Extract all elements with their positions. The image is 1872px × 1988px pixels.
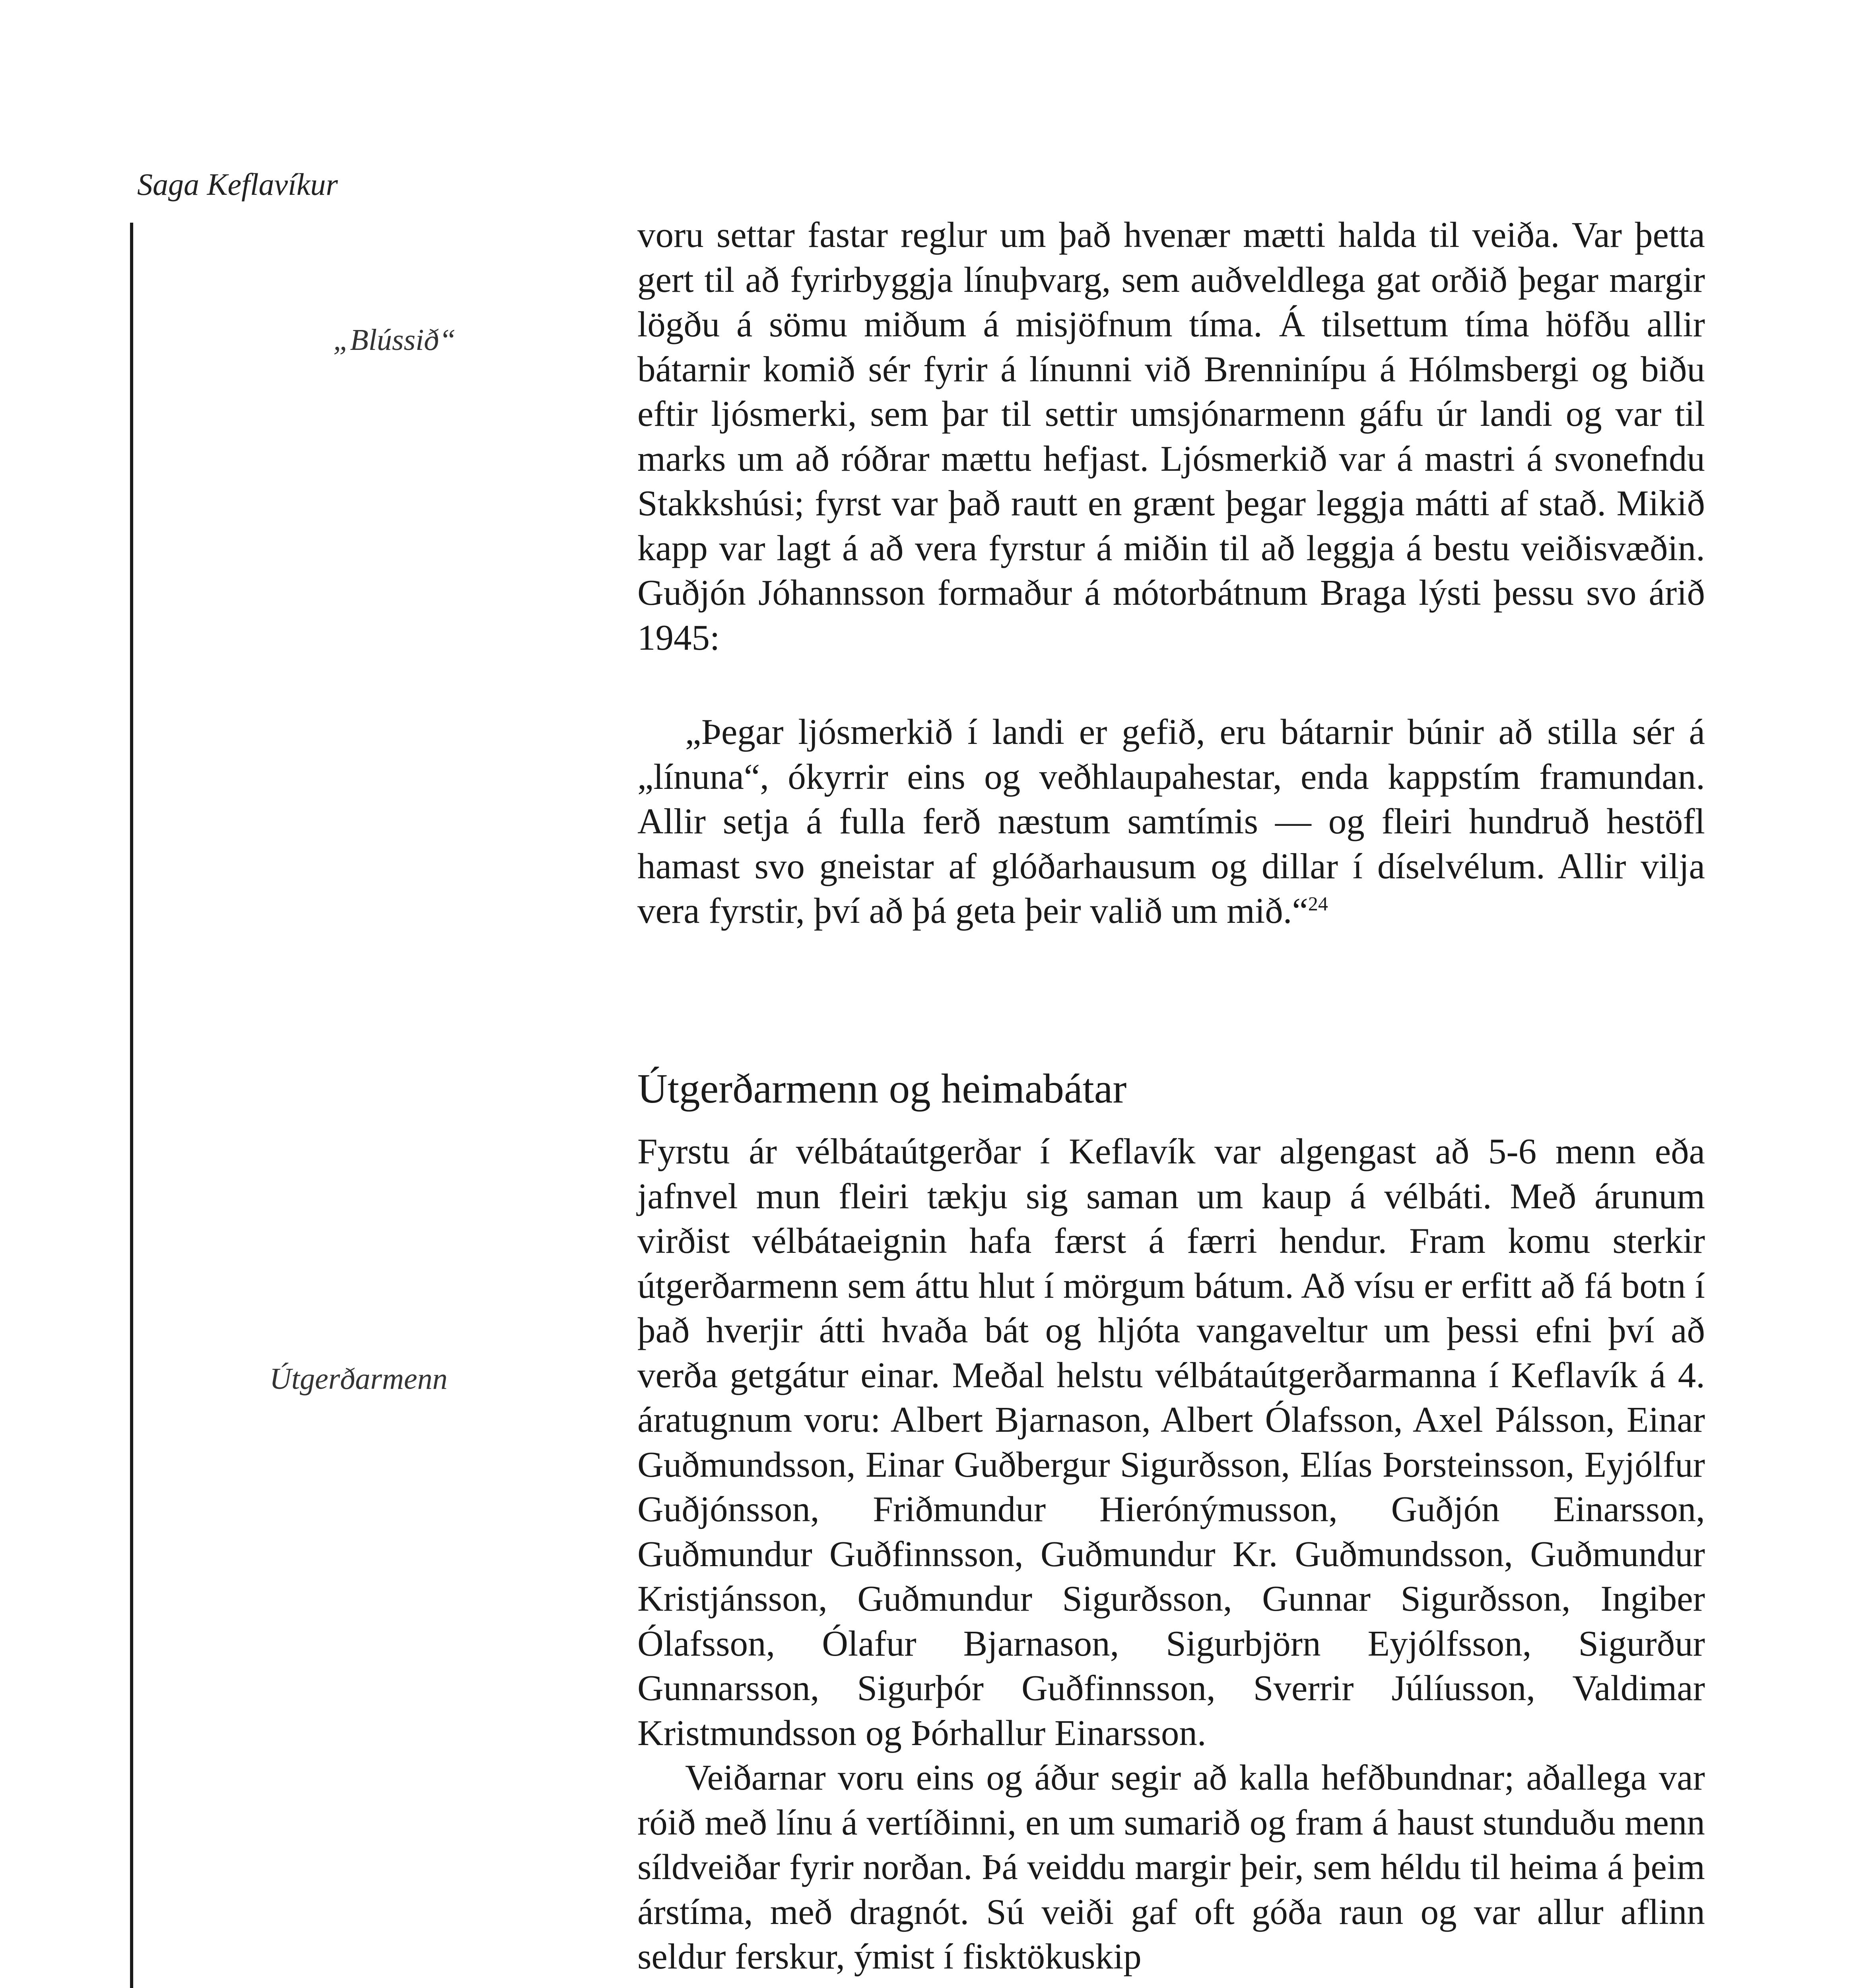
running-title: Saga Keflavíkur <box>137 167 338 202</box>
margin-rule <box>130 223 133 1988</box>
section-paragraph-1: Fyrstu ár vélbátaútgerðar í Keflavík var algengast að 5-6 menn eða jafnvel mun fleiri tækju sig saman um kaup á vélbáti. Með árunum virðist vélbátaeignin hafa færst á færri hendur. Fram komu sterkir útgerðarmenn sem áttu hlut í mörgum bátum. Að vísu er erfitt að fá botn í það hverjir átti hvaða bát og hljóta vangaveltur um þessi efni því að verða getgátur einar. Meðal helstu vélbátaútgerðarmanna í Keflavík á 4. áratugnum voru: Albert Bjarnason, Albert Ólafsson, Axel Pálsson, Einar Guðmundsson, Einar Guðbergur Sigurðsson, Elías Þorsteinsson, Eyjólfur Guðjónsson, Friðmundur Hierónýmusson, Guðjón Einarsson, Guðmundur Guðfinnsson, Guðmundur Kr. Guðmundsson, Guðmundur Kristjánsson, Guðmundur Sigurðsson, Gunnar Sigurðsson, Ingiber Ólafsson, Ólafur Bjarnason, Sigurbjörn Eyjólfsson, Sigurður Gunnarsson, Sigurþór Guðfinnsson, Sverrir Júlíusson, Valdimar Kristmundsson og Þórhallur Einarsson. <box>637 1131 1705 1753</box>
margin-note-utgerdarmenn: Útgerðarmenn <box>270 1362 448 1396</box>
section-paragraph-2: Veiðarnar voru eins og áður segir að kalla hefðbundnar; aðallega var róið með línu á vertíðinni, en um sumarið og fram á haust stunduðu menn síldveiðar fyrir norðan. Þá veiddu margir þeir, sem héldu til heima á þeim árstíma, með dragnót. Sú veiði gaf oft góða raun og var allur aflinn seldur ferskur, ýmist í fisktökuskip <box>637 1757 1705 1976</box>
margin-note-blussid: „Blússið“ <box>333 323 456 357</box>
footnote-marker: 24 <box>1308 892 1328 915</box>
quote-text: „Þegar ljósmerkið í landi er gefið, eru bátarnir búnir að stilla sér á „línuna“, ókyrrir eins og veðhlaupahestar, enda kappstím framundan. Allir setja á fulla ferð næstum samtímis — og fleiri hundruð hestöfl hamast svo gneistar af glóðarhausum og dillar í díselvélum. Allir vilja vera fyrstir, því að þá geta þeir valið um mið.“ <box>637 712 1705 931</box>
top-text-block <box>637 213 1705 660</box>
quote-block <box>637 710 1705 934</box>
top-paragraph: voru settar fastar reglur um það hvenær mætti halda til veiða. Var þetta gert til að fyrirbyggja línuþvarg, sem auðveldlega gat orðið þegar margir lögðu á sömu miðum á misjöfnum tíma. Á tilsettum tíma höfðu allir bátarnir komið sér fyrir á línunni við Brenninípu á Hólmsbergi og biðu eftir ljósmerki, sem þar til settir umsjónarmenn gáfu úr landi og var til marks um að róðrar mættu hefjast. Ljósmerkið var á mastri á svonefndu Stakkshúsi; fyrst var það rautt en grænt þegar leggja mátti af stað. Mikið kapp var lagt á að vera fyrstur á miðin til að leggja á bestu veiðisvæðin. Guðjón Jóhannsson formaður á mótorbátnum Braga lýsti þessu svo árið 1945: <box>637 215 1705 658</box>
section-text-block <box>637 1129 1705 1979</box>
section-heading: Útgerðarmenn og heimabátar <box>637 1065 1127 1112</box>
quote-paragraph <box>637 710 1705 934</box>
